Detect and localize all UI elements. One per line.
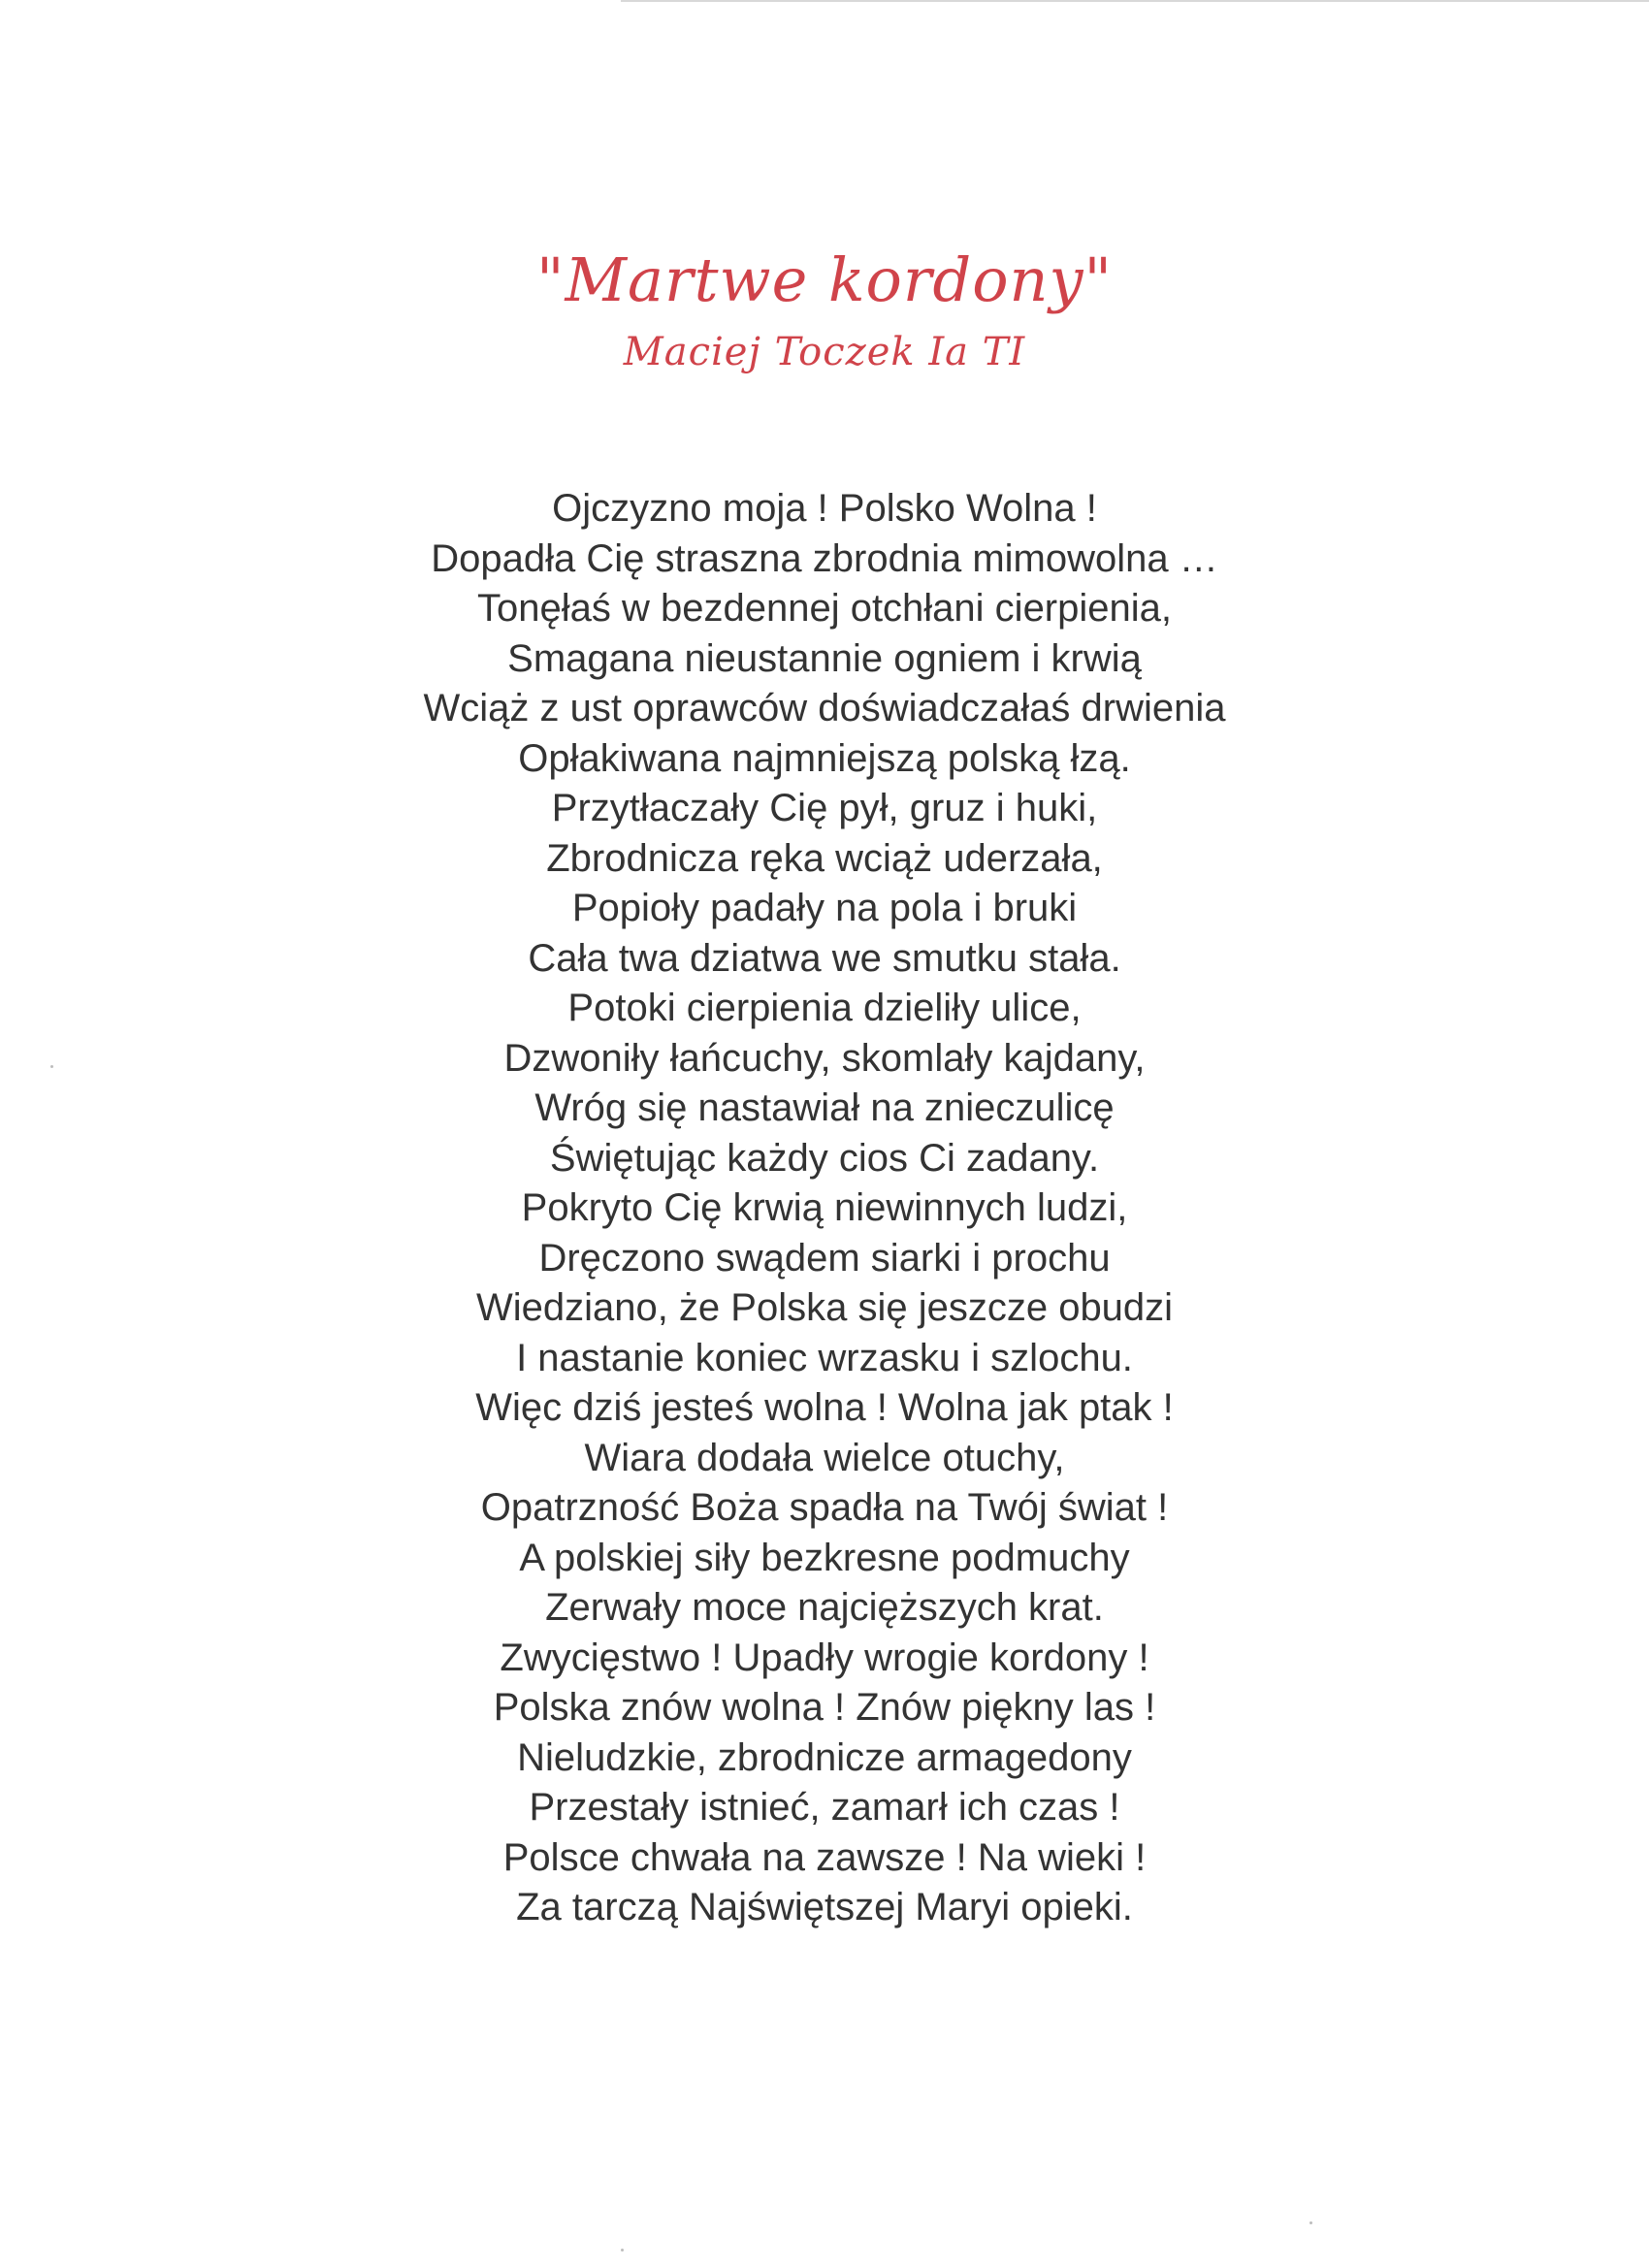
scan-speck bbox=[1310, 2221, 1312, 2224]
scan-edge bbox=[621, 0, 1649, 2]
poem-line: Nieludzkie, zbrodnicze armagedony bbox=[517, 1735, 1132, 1779]
poem-line: Polsce chwała na zawsze ! Na wieki ! bbox=[502, 1835, 1147, 1879]
poem-line: Tonęłaś w bezdennej otchłani cierpienia, bbox=[476, 587, 1172, 630]
poem-line: Smagana nieustannie ogniem i krwią bbox=[507, 636, 1142, 680]
poem-line: Wciąż z ust oprawców doświadczałaś drwienia bbox=[423, 687, 1226, 729]
poem-line: Zerwały moce najcięższych krat. bbox=[545, 1586, 1104, 1629]
poem-line: Więc dziś jesteś wolna ! Wolna jak ptak ! bbox=[475, 1386, 1174, 1429]
poem-line: Opatrzność Boża spadła na Twój świat ! bbox=[480, 1486, 1169, 1529]
poem-body bbox=[0, 484, 1649, 1933]
poem-line: Wiara dodała wielce otuchy, bbox=[584, 1436, 1065, 1479]
poem-line: Przestały istnieć, zamarł ich czas ! bbox=[529, 1786, 1120, 1829]
poem-line: A polskiej siły bezkresne podmuchy bbox=[519, 1536, 1130, 1579]
poem-line: Zbrodnicza ręka wciąż uderzała, bbox=[546, 836, 1103, 880]
poem-line: Popioły padały na pola i bruki bbox=[571, 887, 1078, 929]
poem-line: Dręczono swądem siarki i prochu bbox=[538, 1236, 1111, 1280]
scan-speck bbox=[621, 2249, 624, 2252]
poem-line: Ojczyzno moja ! Polsko Wolna ! bbox=[552, 487, 1097, 530]
poem-line: I nastanie koniec wrzasku i szlochu. bbox=[516, 1336, 1133, 1379]
poem-line: Wiedziano, że Polska się jeszcze obudzi bbox=[475, 1286, 1174, 1329]
poem-line: Zwycięstwo ! Upadły wrogie kordony ! bbox=[500, 1636, 1149, 1679]
poem-title: "Martwe kordony" bbox=[535, 244, 1113, 315]
poem-line: Cała twa dziatwa we smutku stała. bbox=[528, 936, 1121, 980]
poem-line: Pokryto Cię krwią niewinnych ludzi, bbox=[521, 1186, 1128, 1229]
poem-line: Dopadła Cię straszna zbrodnia mimowolna … bbox=[431, 536, 1218, 580]
poem-line: Wróg się nastawiał na znieczulicę bbox=[534, 1086, 1115, 1129]
poem-line: Przytłaczały Cię pył, gruz i huki, bbox=[551, 787, 1098, 829]
poem-line: Świętując każdy cios Ci zadany. bbox=[549, 1136, 1100, 1180]
poem-author: Maciej Toczek Ia TI bbox=[623, 330, 1026, 374]
poem-line: Potoki cierpienia dzieliły ulice, bbox=[567, 987, 1082, 1029]
poem-line: Polska znów wolna ! Znów piękny las ! bbox=[493, 1686, 1156, 1729]
poem-line: Dzwoniły łańcuchy, skomlały kajdany, bbox=[503, 1036, 1146, 1080]
scan-speck bbox=[50, 1065, 53, 1068]
poem-line: Za tarczą Najświętszej Maryi opieki. bbox=[516, 1886, 1133, 1928]
poem-line: Opłakiwana najmniejszą polską łzą. bbox=[518, 736, 1131, 780]
